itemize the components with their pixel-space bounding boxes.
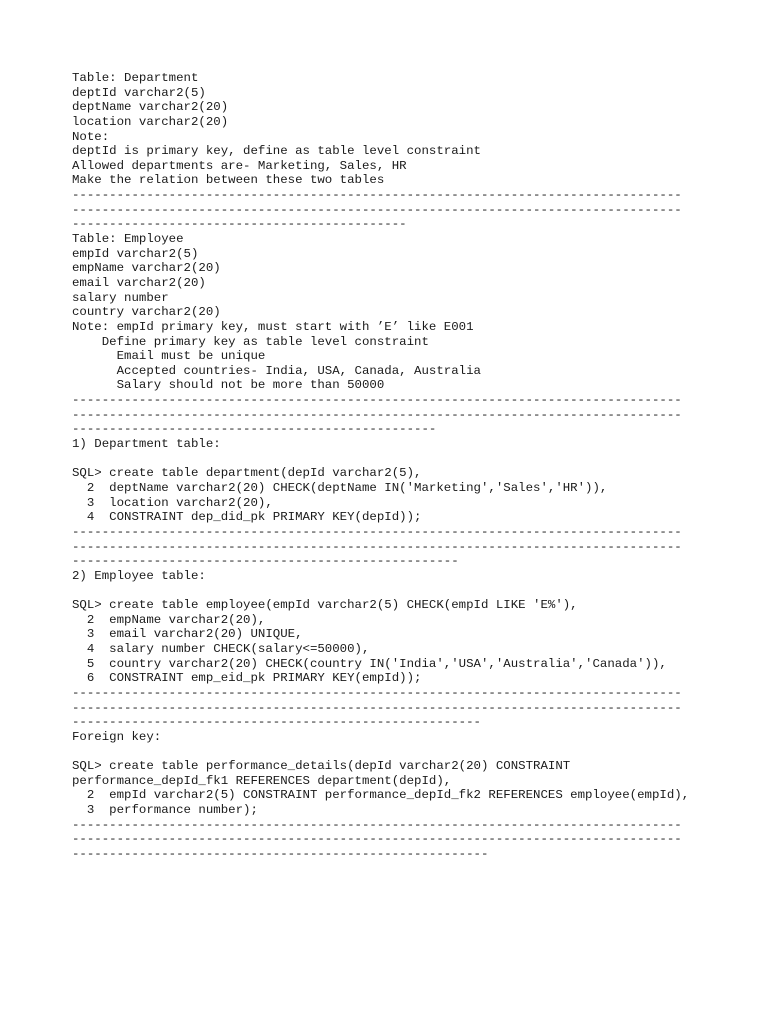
separator-line: ---------------------------------------------------------------------------------- [72,832,682,847]
line-22: Salary should not be more than 50000 [72,378,385,393]
line-05: Note: [72,129,110,144]
separator-line: ---------------------------------------------------------------------------------- [72,539,682,554]
section-heading-foreign-key: Foreign key: [72,729,162,744]
sql-line: 4 salary number CHECK(salary<=50000), [72,641,370,656]
line-18: Note: empId primary key, must start with ’E’ like E001 [72,319,474,334]
line-06: deptId is primary key, define as table level constraint [72,144,481,159]
separator-line: ---------------------------------------------------------------------------------- [72,817,682,832]
sql-line: 5 country varchar2(20) CHECK(country IN('India','USA','Australia','Canada')), [72,656,667,671]
sql-line: 3 performance number); [72,803,258,818]
line-14: empName varchar2(20) [72,261,221,276]
line-01: Table: Department [72,71,199,85]
separator-line: ---------------------------------------------------------------------------------- [72,524,682,539]
line-02: deptId varchar2(5) [72,85,206,100]
sql-line: 2 empName varchar2(20), [72,612,266,627]
sql-line: 3 location varchar2(20), [72,495,273,510]
sql-line: 3 email varchar2(20) UNIQUE, [72,627,303,642]
sql-line: 2 deptName varchar2(20) CHECK(deptName IN('Marketing','Sales','HR')), [72,480,608,495]
separator-line: ---------------------------------------------------------------------------------- [72,407,682,422]
blank-line [72,744,702,759]
line-13: empId varchar2(5) [72,246,199,261]
sql-line: SQL> create table department(depId varchar2(5), [72,466,422,481]
separator-line: ---------------------------------------------------------------------------------- [72,202,682,217]
section-heading-department: 1) Department table: [72,437,221,452]
document-body [72,71,702,862]
sql-line: SQL> create table employee(empId varchar2(5) CHECK(empId LIKE 'E%'), [72,598,578,613]
line-08: Make the relation between these two tables [72,173,385,188]
line-20: Email must be unique [72,349,266,364]
sql-line: SQL> create table performance_details(depId varchar2(20) CONSTRAINT [72,759,571,774]
line-07: Allowed departments are- Marketing, Sales, HR [72,158,407,173]
line-12: Table: Employee [72,232,184,247]
sql-line: 2 empId varchar2(5) CONSTRAINT performance_depId_fk2 REFERENCES employee(empId), [72,788,690,803]
sql-line: 4 CONSTRAINT dep_did_pk PRIMARY KEY(depId)); [72,510,422,525]
separator-line: ---------------------------------------------------- [72,554,459,569]
line-19: Define primary key as table level constraint [72,334,429,349]
separator-line: --------------------------------------------- [72,217,407,232]
section-heading-employee: 2) Employee table: [72,568,206,583]
line-03: deptName varchar2(20) [72,100,229,115]
blank-line [72,452,702,467]
sql-line: performance_depId_fk1 REFERENCES department(depId), [72,773,452,788]
separator-line: ---------------------------------------------------------------------------------- [72,188,682,203]
line-04: location varchar2(20) [72,114,229,129]
separator-line: -------------------------------------------------------- [72,846,489,861]
separator-line: ---------------------------------------------------------------------------------- [72,393,682,408]
line-16: salary number [72,290,169,305]
line-15: email varchar2(20) [72,275,206,290]
line-21: Accepted countries- India, USA, Canada, Australia [72,363,481,378]
sql-line: 6 CONSTRAINT emp_eid_pk PRIMARY KEY(empId)); [72,671,422,686]
separator-line: ------------------------------------------------- [72,422,437,437]
separator-line: ---------------------------------------------------------------------------------- [72,700,682,715]
line-17: country varchar2(20) [72,305,221,320]
separator-line: ---------------------------------------------------------------------------------- [72,685,682,700]
separator-line: ------------------------------------------------------- [72,715,481,730]
blank-line [72,583,702,598]
